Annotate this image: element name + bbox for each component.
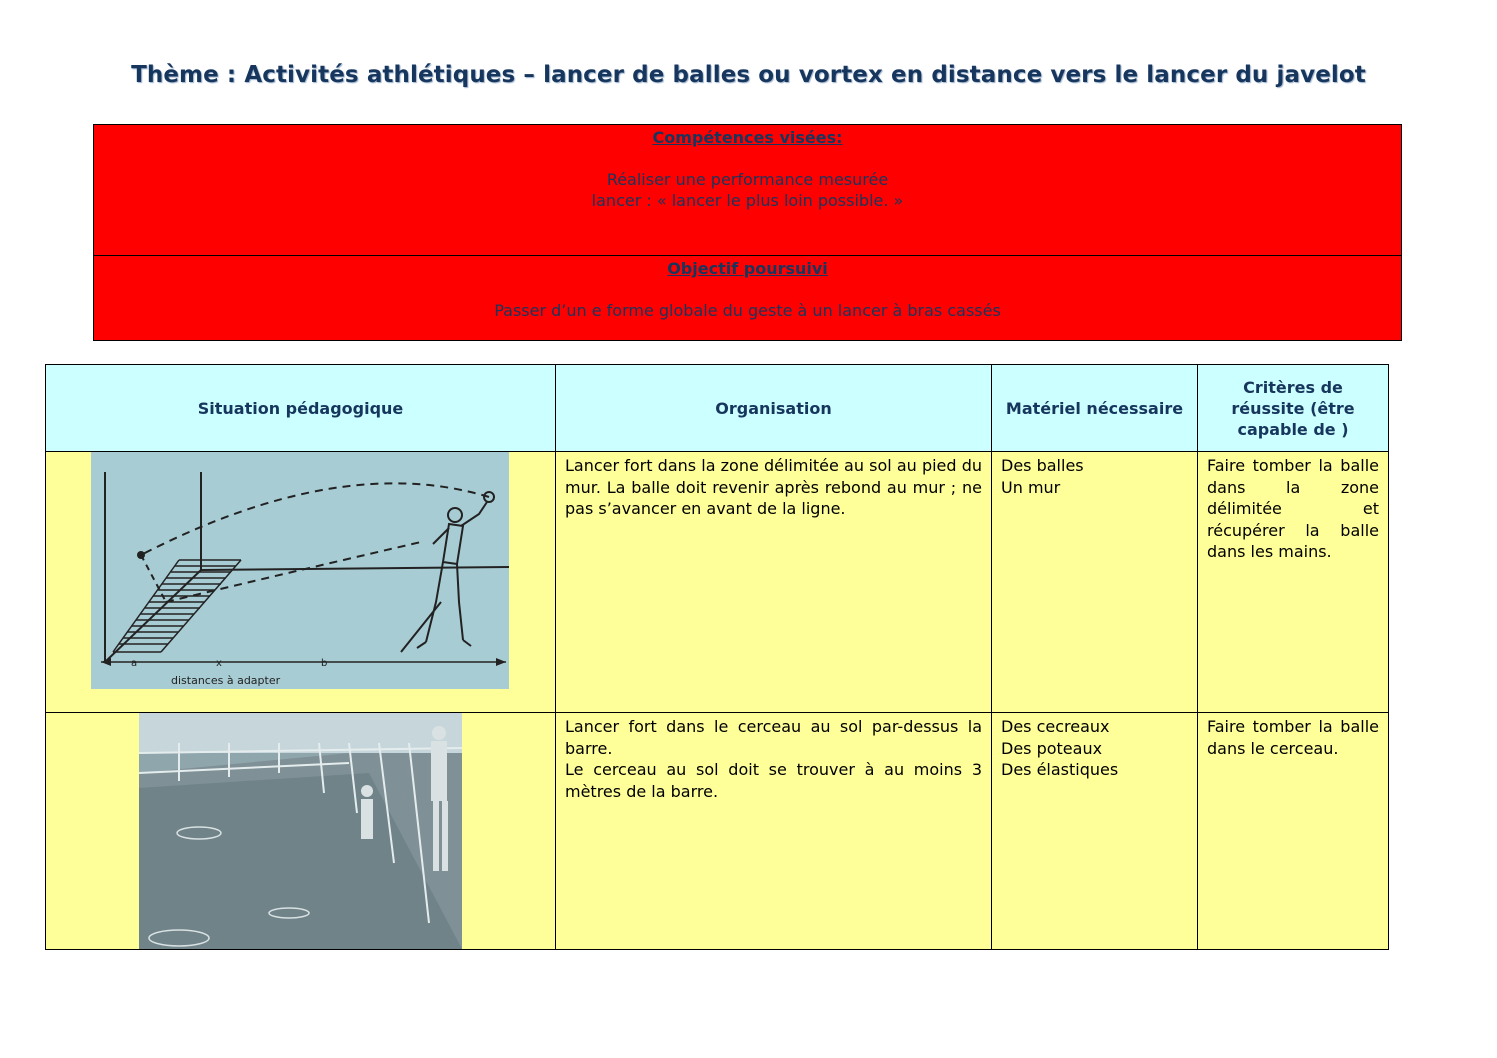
- criteres-text: Faire tomber la balle dans le cerceau.: [1207, 717, 1379, 758]
- activity-table: [45, 364, 1389, 950]
- page-title: Thème : Activités athlétiques – lancer de balles ou vortex en distance vers le lancer du javelot: [131, 62, 1366, 88]
- materiel-item: Des balles: [1001, 456, 1084, 475]
- figure-label-b: b: [321, 658, 328, 669]
- organisation-text: Lancer fort dans la zone délimitée au sol au pied du mur. La balle doit revenir après rebond au mur ; ne pas s’avancer en avant de la ligne.: [565, 456, 982, 518]
- organisation-cell: [556, 452, 992, 713]
- hoop-throw-photo: [139, 713, 462, 949]
- header-materiel: Matériel nécessaire: [992, 365, 1198, 452]
- materiel-cell: [992, 713, 1198, 950]
- materiel-cell: [992, 452, 1198, 713]
- materiel-item: Un mur: [1001, 477, 1061, 497]
- figure-caption: distances à adapter: [171, 674, 281, 687]
- header-organisation: Organisation: [556, 365, 992, 452]
- table-row: [46, 713, 1389, 950]
- materiel-item: Des élastiques: [1001, 760, 1119, 779]
- header-situation: Situation pédagogique: [46, 365, 556, 452]
- figure-label-a: a: [131, 658, 138, 669]
- wall-throw-diagram: [91, 452, 509, 689]
- objectives-box: [93, 124, 1402, 341]
- criteres-cell: [1198, 713, 1389, 950]
- situation-cell: [46, 452, 556, 713]
- competences-heading: Compétences visées:: [652, 128, 843, 147]
- organisation-cell: [556, 713, 992, 950]
- materiel-item: Des poteaux: [1001, 738, 1103, 758]
- objectif-text: Passer d’un e forme globale du geste à un lancer à bras cassés: [494, 301, 1001, 320]
- competences-line: lancer : « lancer le plus loin possible. »: [591, 191, 904, 210]
- objectif-heading: Objectif poursuivi: [667, 259, 828, 278]
- criteres-text: Faire tomber la balle dans la zone délimitée et récupérer la balle dans les mains.: [1207, 456, 1379, 561]
- competences-section: [94, 125, 1401, 256]
- situation-cell: [46, 713, 556, 950]
- materiel-item: Des cecreaux: [1001, 717, 1110, 736]
- competences-line: Réaliser une performance mesurée: [606, 170, 889, 189]
- table-header-row: [46, 365, 1389, 452]
- objectif-section: [94, 256, 1401, 342]
- header-criteres: Critères de réussite (être capable de ): [1198, 365, 1389, 452]
- criteres-cell: [1198, 452, 1389, 713]
- table-row: [46, 452, 1389, 713]
- figure-label-x: x: [216, 658, 222, 669]
- organisation-text: Le cerceau au sol doit se trouver à au moins 3 mètres de la barre.: [565, 760, 982, 801]
- organisation-text: Lancer fort dans le cerceau au sol par-dessus la barre.: [565, 717, 982, 758]
